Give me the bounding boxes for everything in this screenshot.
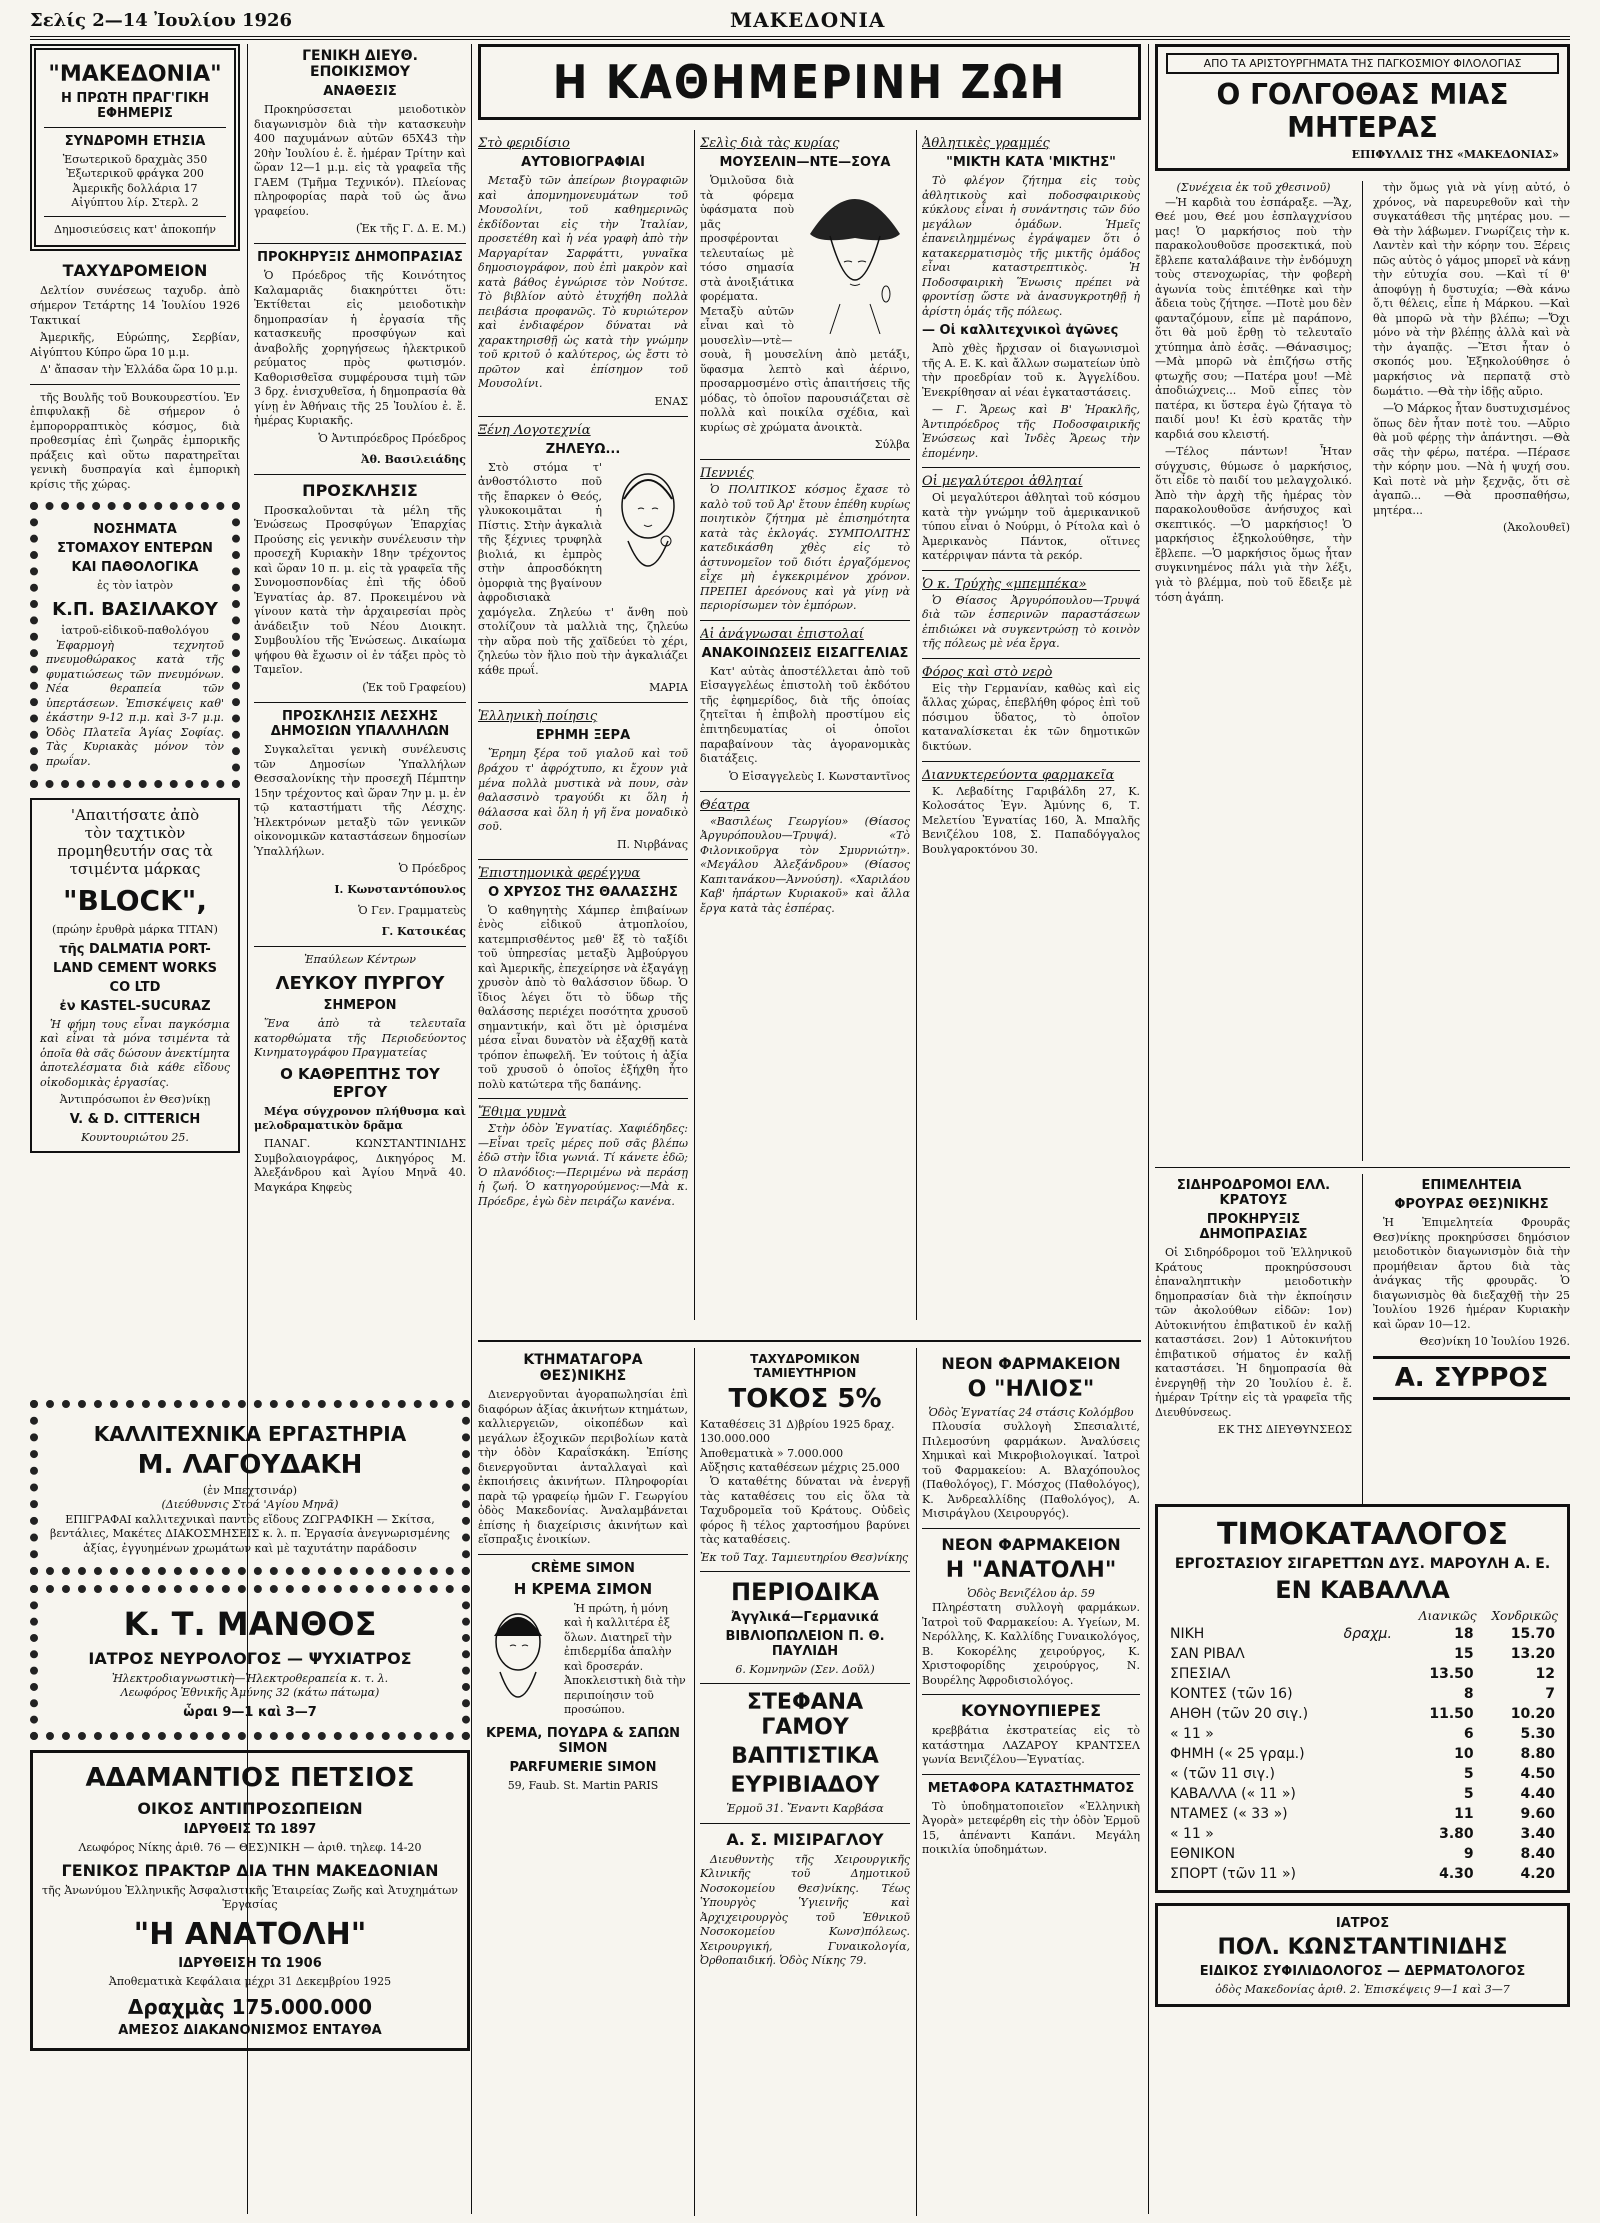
price-wholesale: 8.80	[1520, 1746, 1555, 1763]
doctor2-pre: ΙΑΤΡΟΣ	[1335, 1916, 1390, 1932]
a1-text: Μεταξὺ τῶν ἀπείρων βιογραφιῶν καὶ ἀπομνημονευμάτων τοῦ Μουσολίνι, τοῦ καθημερινῶς ἐκδίδονται εἰς τὴν Ἰταλίαν, προσετέθη καὶ ἡ νέα γραφὴ ἀπὸ τὴν Μαργαρίταν Σαρφάττι, γυναῖκα δημοσιογράφον, ποὺ ἐπὶ μακρὸν καὶ κατὰ βάθος ἐγνώρισε τὸν Νούτσε. Τὸ βιβλίον αὐτὸ ἐτυχήθη πολλὰ πειβάσια προφανῶς. Τὸ κυριώτερον καὶ ἐνδιαφέρον δύναται νὰ χαρακτηρισθῇ ὡς κατὰ τὴν γνώμην τοῦ κριτοῦ ὁ καλύτερος, ὡς ἔστι τὸ πρῶτον καὶ ἐπίσημον τοῦ Μουσολίνι.	[478, 174, 688, 391]
block-cement-ad	[30, 798, 240, 1152]
price-name: ΑΗΘΗ (τῶν 20 σιγ.)	[1170, 1706, 1309, 1723]
subscription-line: Ἀμερικῆς δολλάρια 17	[72, 181, 198, 195]
price-name: ΕΘΝΙΚΟΝ	[1170, 1846, 1236, 1863]
price-row	[1166, 1724, 1559, 1744]
petsios-agent: ΓΕΝΙΚΟΣ ΠΡΑΚΤΩΡ ΔΙΑ ΤΗΝ ΜΑΚΕΔΟΝΙΑΝ	[61, 1861, 439, 1881]
subscription-heading: ΣΥΝΔΡΟΜΗ ΕΤΗΣΙΑ	[64, 134, 206, 149]
c2-text: Ἀπὸ χθὲς ἤρχισαν οἱ διαγωνισμοὶ τῆς Α. Ε. Κ. καὶ ἄλλων σωματείων ὑπὸ τὴν προεδρίαν τοῦ κ. Ἀγγελίδου. Ἐνεκρίθησαν αἱ νέαι ἐγκαταστάσεις.	[922, 342, 1140, 399]
b3-kicker: Αἱ ἀνάγνωσαι ἐπιστολαί	[700, 626, 864, 642]
price-row	[1166, 1764, 1559, 1784]
lagoudaki-addr: (Διεύθυνσις Στοά 'Αγίου Μηνᾶ)	[161, 1498, 339, 1512]
cream-title-greek: Η ΚΡΕΜΑ ΣΙΜΟΝ	[513, 1579, 653, 1598]
fort-notice	[1373, 1174, 1570, 1504]
price-name: ΚΟΝΤΕΣ (τῶν 16)	[1170, 1686, 1293, 1703]
price-wholesale: 12	[1535, 1666, 1555, 1683]
b1-kicker: Σελὶς διὰ τὰς κυρίας	[700, 136, 840, 151]
price-unit: δραχμ.	[1343, 1626, 1392, 1643]
hat-fashion-illustration	[800, 174, 910, 334]
serial-text-3: τὴν ὅμως γιὰ νὰ γίνῃ αὐτό, ὁ χρόνος, νὰ παρευρεθοῦν καὶ τὴν συγκατάθεσι τῆς μητέρας μου. —Θὰ τὴν λάβωμεν. Γνωρίζεις τὴν κ. Λαντὲν καὶ τὴν κόρην του. Ξέρεις πῶς αὐτὸς ὁ γάμος μπορεῖ νὰ κάνῃ τὴν εὐτυχία σου. —Καὶ τί θ' ἀποφύγῃ ἡ δυστυχία; —Θὰ κάνω ὅ,τι θέλεις, εἶπε ἡ Μάρκου. —Καὶ θὰ μπορῶ νὰ τὴν βλέπω; —Ὄχι μόνο νὰ τὴν βλέπῃς ἀλλὰ καὶ νὰ τὴν ἀγαπᾷς. —Ἔτσι ἦταν ὁ σκοπός μου. Ἐξηκολούθησε ὁ μαρκήσιος νὰ περπατᾷ στὸ δωμάτιο. —Θὰ τὴν ἰδῇς αὔριο.	[1373, 181, 1570, 398]
intro-text: τῆς Βουλῆς τοῦ Βουκουρεστίου. Ἐν ἐπιφυλακῇ δὲ σήμερον ὁ ἐμπορορραπτικὸς κόσμος, διὰ προθεσμίας ἐπὶ ζωηρᾶς ἐμπορικῆς πράξεις καὶ οὕτω παρατηρεῖται γενικὴ δυσπραγία καὶ ἐμπορικὴ κρίσις τῆς χώρας.	[30, 390, 240, 491]
price-unit	[1340, 1724, 1407, 1744]
tam-title: ΤΑΧΥΔΡΟΜΙΚΟΝ ΤΑΜΙΕΥΤΗΡΙΟΝ	[750, 1352, 860, 1380]
civ-sig-name: Ι. Κωνσταντόπουλος	[334, 883, 466, 897]
simon-ad	[478, 1561, 688, 1793]
price-col-wholesale: Χονδρικῶς	[1491, 1609, 1558, 1624]
manthos-hours: ὧραι 9—1 καὶ 3—7	[183, 1704, 317, 1720]
price-row	[1166, 1664, 1559, 1684]
price-row	[1166, 1684, 1559, 1704]
lagoudaki-title: ΚΑΛΛΙΤΕΧΝΙΚΑ ΕΡΓΑΣΤΗΡΙΑ	[93, 1422, 407, 1446]
manthos-line: Ἠλεκτροδιαγνωστικὴ—Ἠλεκτροθεραπεία κ. τ. λ.	[111, 1672, 389, 1686]
price-retail: 6	[1463, 1726, 1474, 1743]
b4-kicker: Θέατρα	[700, 797, 751, 813]
lagoudaki-ad	[30, 1400, 470, 1575]
price-unit	[1340, 1644, 1407, 1664]
civ-title: ΠΡΟΣΚΛΗΣΙΣ ΛΕΣΧΗΣ ΔΗΜΟΣΙΩΝ ΥΠΑΛΛΗΛΩΝ	[270, 708, 450, 739]
proc-sig-name: Ἀθ. Βασιλειάδης	[361, 452, 466, 466]
price-row	[1166, 1644, 1559, 1664]
woman-cream-illustration	[478, 1602, 558, 1722]
serial-subnote: ΕΠΙΦΥΛΛΙΣ ΤΗΣ «ΜΑΚΕΔΟΝΙΑΣ»	[1351, 148, 1559, 161]
ktima-column	[478, 1348, 688, 2216]
petsios-capital: Δραχμὰς 175.000.000	[127, 1994, 373, 2019]
feature-column-b	[700, 130, 910, 1329]
tam-line: Καταθέσεις 31 Δ)βρίου 1925 δραχ. 130.000.000	[700, 1418, 895, 1446]
kounoupieres-text: κρεββάτια ἐκστρατείας εἰς τὸ κατάστημα ΛΑΖΑΡΟΥ ΚΡΑΝΤΣΕΛ γωνία Βενιζέλου—Ἐγνατίας.	[922, 1724, 1140, 1767]
price-retail: 9	[1463, 1846, 1474, 1863]
tam-text: Ὁ καταθέτης δύναται νὰ ἐνεργῇ τὰς καταθέσεις του εἰς ὅλα τὰ Ταχυδρομεῖα τοῦ Κράτους. Οὐδεὶς φόρος ἢ τέλος χαρτοσήμου βαρύνει τὰς καταθέσεις.	[700, 1475, 910, 1547]
notices-row	[1155, 1174, 1570, 1504]
b1-text: Ὁμιλοῦσα διὰ τὰ φόρεμα ὑφάσματα ποὺ μᾶς προσφέρονται τελευταίως μὲ τόσο σημασία στὰ ἀνοιξιάτικα φορέματα. Μεταξὺ αὐτῶν εἶναι καὶ τὸ μουσελὶν—ντὲ—σουὰ, ἢ μουσελίνη ἀπὸ μετάξι, ὕφασμα λεπτὸ καὶ ἀέρινο, προσαρμοσμένο στὶς ἀπαιτήσεις τῆς μόδας, τὸ ὁποῖον παρουσιάζεται σὲ πολλὰ καὶ ποικίλα σχέδια, καὶ κυρίως σὲ χρώματα ἀνοικτὰ.	[700, 174, 910, 434]
gen-sub: ΑΝΑΘΕΣΙΣ	[323, 84, 397, 99]
stefana-addr: Ἑρμοῦ 31. Ἔναντι Καρβάσα	[726, 1802, 884, 1816]
feature-section	[478, 44, 1141, 1329]
rail-notice	[1155, 1174, 1352, 1504]
tam-line: Αὔξησις καταθέσεων μέχρις 25.000	[700, 1460, 900, 1474]
misir-text: Διευθυντὴς τῆς Χειρουργικῆς Κλινικῆς τοῦ Δημοτικοῦ Νοσοκομείου Θεσ)νίκης. Τέως Ὑπουργὸς Ὑγιεινῆς καὶ Ἀρχιχειρουργὸς τοῦ Ἐθνικοῦ Νοσοκομείου Κωνσ)πόλεως. Χειρουργική, Γυναικολογία, Ὀρθοπαιδική. Ὁδὸς Νίκης 79.	[700, 1852, 910, 1968]
price-list-ad	[1155, 1504, 1570, 1893]
block-agent-addr: Κουντουριώτου 25.	[81, 1130, 189, 1144]
price-wholesale: 4.50	[1520, 1766, 1555, 1783]
price-wholesale: 8.40	[1520, 1846, 1555, 1863]
doctor2-addr: ὁδὸς Μακεδονίας ἀριθ. 2. Ἐπισκέψεις 9—1 καὶ 3—7	[1215, 1983, 1510, 1997]
c7-text: Κ. Λεβαδίτης Γαριβάλδη 27, Κ. Κολοσάτος Ἐγν. Ἀμύνης 6, Τ. Μελετίου Ἐγνατίας 160, Ἀ. Μπαλῆς Βενιζέλου 108, Σ. Παπαδόγγαλος Βουλγαροκτόνου 30.	[922, 784, 1140, 856]
pharm1-text: Πλουσία συλλογὴ Σπεσιαλιτέ, Πιλεμοσύνη φαρμάκων. Ἀναλύσεις Χημικαὶ καὶ Μικροβιολογικαί. Ἰατροὶ τοῦ Φαρμακείου: Α. Βλαχόπουλος (Παθολόγος), Γ. Μόσχος (Παθολόγος), Κ. Ἀνδρεαλλίδης (Παθολόγος), Α. Μισιράγλου (Χειρουργός).	[922, 1420, 1140, 1521]
serial-text-1: —Ἡ καρδιὰ του ἐσπάραξε. —Ἄχ, Θεέ μου, Θεέ μου ἐσπλαγχνίσου μας! Ὁ μαρκήσιος ποὺ τὴν παρακολουθοῦσε προσεκτικά, ποὺ ἔβλεπε καταλάβαινε τὴν ἐνδόμυχη τοὺς στενοχωρίας, τὴν φοβερὴ ἀγωνία τοὺς ἐπιτέθηκε καὶ τὴν ἄδεια τοὺς ζήτησε. —Ποτὲ μου δὲν φανταζόμουν, εἶπε μὲ παράπονο, ὅτι θὰ μοῦ ἔρθῃ τὸ τελευταῖο χτύπημα ἀπὸ ἐσᾶς. —Θάνασιμος; —Μὰ μπορῶ νὰ ἐπιζήσω στῆς φτωχῆς σου; —Πατέρα μου! —Μὲ ἀποδιώχνεις... Μοῦ εἶπες τὸν πατέρα, κι ὕστερα ἐγὼ ζήταγα τὸ παιδί μου! Κι ἐσὺ κρατᾶς τὴν καρδιά σου κλειστή.	[1155, 195, 1352, 441]
c1-kicker: Ἀθλητικὲς γραμμές	[922, 136, 1050, 151]
cream-footer: ΚΡΕΜΑ, ΠΟΥΔΡΑ & ΣΑΠΩΝ SIMON	[485, 1725, 681, 1756]
pharm2-addr: Ὁδὸς Βενιζέλου ἀρ. 59	[967, 1586, 1095, 1600]
tam-line: Ἀποθεματικὰ » 7.000.000	[700, 1446, 844, 1460]
c5-text: Ὁ Θίασος Ἀργυρόπουλου—Τρυψά διὰ τῶν ἑσπερινῶν παραστάσεων ἐπιδιώκει νὰ συγκεντρώσῃ τὸ κοινὸν τῆς πόλεως μὲ νέα ἔργα.	[922, 593, 1140, 651]
serial-text-4: —Ὁ Μάρκος ἦταν δυστυχισμένος ὅπως δὲν ἦταν ποτὲ του. —Αὔριο θὰ μοῦ φέρῃς τὴν ἀπάντησι. —Θὰ σᾶς τὴν φέρω, πατέρα. —Πέρασε τὴν κόρην μου. —Νὰ ἡ ψυχή σου. Καὶ ποτὲ νὰ μὴν ξεχνᾷς, ὅτι σὲ ἀγαπῶ... —Θὰ προσπαθήσω, μητέρα...	[1373, 402, 1570, 517]
c7-kicker: Διανυκτερεύοντα φαρμακεῖα	[922, 767, 1115, 783]
price-wholesale: 4.20	[1520, 1866, 1555, 1883]
subscription-box	[30, 44, 240, 251]
price-wholesale: 4.40	[1520, 1786, 1555, 1803]
civ-sig: Ὁ Γεν. Γραμματεὺς	[358, 904, 466, 918]
doctor-title-2: ΣΤΟΜΑΧΟΥ ΕΝΤΕΡΩΝ	[57, 541, 213, 557]
doctor-title-4: ἐς τὸν ἰατρὸν	[96, 579, 174, 593]
price-row	[1166, 1864, 1559, 1884]
price-row	[1166, 1624, 1559, 1644]
tower-text: Ἕνα ἀπὸ τὰ τελευταῖα κατορθώματα τῆς Περιοδεύοντος Κινηματογράφου Πραγματείας	[254, 1017, 466, 1060]
bottom-ads	[478, 1348, 1141, 2216]
doctor-role: ἰατροῦ-εἰδικοῦ-παθολόγου	[61, 624, 209, 638]
price-title: ΤΙΜΟΚΑΤΑΛΟΓΟΣ	[1217, 1517, 1508, 1553]
doctor-name: Κ.Π. ΒΑΣΙΛΑΚΟΥ	[52, 599, 218, 621]
serial-cont: (Συνέχεια ἐκ τοῦ χθεσινοῦ)	[1176, 181, 1331, 195]
block-agent: Ἀντιπρόσωποι ἐν Θεσ)νίκῃ	[59, 1093, 211, 1107]
a5-text: Στὴν ὁδὸν Ἐγνατίας. Χαφιέδηδες:—Εἶναι τρεῖς μέρες ποῦ σᾶς βλέπω ἐδῶ στὴν ἴδια γωνιά. Τί κάνετε ἐδῶ; Ὁ πλανόδιος:—Περιμένω νὰ περάσῃ ἡ ζωή. Ὁ κατηγορούμενος:—Μὰ κ. Πρόεδρε, ἐγὼ δὲν πειράζω κανένα.	[478, 1122, 688, 1208]
tower-pre: Ἐπαύλεων Κέντρων	[304, 953, 416, 967]
c4-kicker: Οἱ μεγαλύτεροι ἀθληταί	[922, 474, 1083, 490]
ktima-title: ΚΤΗΜΑΤΑΓΟΡΑ ΘΕΣ)ΝΙΚΗΣ	[523, 1352, 643, 1384]
manthos-role: ΙΑΤΡΟΣ ΝΕΥΡΟΛΟΓΟΣ — ΨΥΧΙΑΤΡΟΣ	[88, 1649, 412, 1669]
misir-name: Α. Σ. ΜΙΣΙΡΑΓΛΟΥ	[726, 1829, 884, 1849]
manthos-line: Λεωφόρος Ἐθνικῆς Ἀμύνης 32 (κάτω πάτωμα)	[120, 1686, 380, 1700]
serial-body	[1155, 181, 1570, 1161]
b2-text: Ὁ ΠΟΛΙΤΙΚΟΣ κόσμος ἔχασε τὸ καλὸ τοῦ τοῦ Ἀρ' ἔτουν ἐπέθη κυρίως ποιητικὸν ζήτημα μὲ ἐπισημότητα κατὰ τὰς ἐκλογάς. ΣΥΜΠΟΛΙΤΗΣ κατεδικάσθη χθὲς εἰς τὸ ἀστυνομεῖον τοῦ διότι ἐργαζόμενος εἶχε μὴ ἐγκεκριμένον χρόνον. ΠΡΕΠΕΙ ἀρεόνους καὶ γὰ γίνῃ νὰ περιορίσωμεν τὸν ἐμπόρων.	[700, 483, 910, 613]
price-row	[1166, 1824, 1559, 1844]
pharm1-title: ΝΕΟΝ ΦΑΡΜΑΚΕΙΟΝ	[941, 1354, 1121, 1373]
b2-kicker: Πεννιές	[700, 466, 754, 482]
price-retail: 5	[1463, 1766, 1474, 1783]
price-retail: 8	[1463, 1686, 1474, 1703]
pharm2-text: Πληρέστατη συλλογὴ φαρμάκων. Ἰατροὶ τοῦ Φαρμακείου: Α. Υγείων, Μ. Νερόλλης, Κ. Καλλίδης Γυναικολόγος, Β. Κοκορέλης χειρούργος, Κ. Χριστοφορίδης χειρούργος, Ν. Βουρέλης Ἀφροδισιολόγος.	[922, 1601, 1140, 1687]
proc-sig: Ὁ Ἀντιπρόεδρος Πρόεδρος	[318, 431, 466, 445]
post-line: Ἀμερικῆς, Εὐρώπης, Σερβίαν, Αἰγύπτου Κύπρο ὥρα 10 μ.μ.	[30, 331, 240, 359]
civ-sig-name: Γ. Κατσικέας	[381, 925, 466, 939]
serial-text-2: —Τέλος πάντων! Ἦταν σύγχυσις, θύμωσε ὁ μαρκήσιος, ὅτι εἶδε τὸ παιδί του μελαγχολικό. Ἀπὸ τὴν ἀρχὴ τῆς ἡμέρας τὸν παρακολουθοῦσε ἀνήσυχος καὶ σκεπτικός. —Ὁ μαρκήσιος! Ὁ μαρκήσιος ἐξηκολούθησε, τὴν ἔβλεπε. —Ὁ μαρκήσιος ὅμως ἦταν συγκινημένος πάλι γιὰ τὴν λέξι, γιὰ τὸ βλέμμα, ποὺ τοῦ ἔδειξε μὲ τόση ἀγάπη.	[1155, 445, 1352, 604]
tam-tokos: ΤΟΚΟΣ 5%	[728, 1384, 882, 1414]
cream-text: Ἡ πρώτη, ἡ μόνη καὶ ἡ καλλιτέρα ἐξ ὅλων. Διατηρεῖ τὴν ἐπιδερμίδα ἁπαλὴν καὶ δροσεράν. Ἀποκλειστικὴ διὰ τὴν περιποίησιν τοῦ προσώπου.	[564, 1601, 686, 1717]
a3-text: Ἔρημη ξέρα τοῦ γιαλοῦ καὶ τοῦ βράχου τ' ἀφρόχτυπο, κι ἔχουν γιὰ μένα πολλὰ μυστικὰ νὰ πουν, σὰν θαλασσινὸ τραγούδι κι ὅλη ἡ θάλασσα καὶ ὅλη ἡ γῆ ἕνα μοναδικὸ σοῦ.	[478, 747, 688, 834]
price-retail: 5	[1463, 1786, 1474, 1803]
c6-kicker: Φόρος καὶ στὸ νερὸ	[922, 664, 1053, 680]
price-retail: 11	[1454, 1806, 1474, 1823]
price-retail: 18	[1454, 1626, 1474, 1643]
block-company: τῆς DALMATIA PORT-	[59, 941, 211, 957]
a1-kicker: Στὸ φεριδίσιο	[478, 136, 570, 151]
doctor-title-3: ΚΑΙ ΠΑΘΟΛΟΓΙΚΑ	[71, 560, 199, 576]
petsios-house: ΟΙΚΟΣ ΑΝΤΙΠΡΟΣΩΠΕΙΩΝ	[137, 1798, 363, 1818]
gen-title: ΓΕΝΙΚΗ ΔΙΕΥΘ. ΕΠΟΙΚΙΣΜΟΥ	[302, 48, 418, 80]
stefana-sub: ΒΑΠΤΙΣΤΙΚΑ	[731, 1744, 879, 1770]
price-name: ΣΠΟΡΤ (τῶν 11 »)	[1170, 1866, 1297, 1883]
c4-text: Οἱ μεγαλύτεροι ἀθληταὶ τοῦ κόσμου κατὰ τὴν γνώμην τοῦ ἀμερικανικοῦ τύπου εἶναι ὁ Νούρμι, ὁ Ρίτολα καὶ ὁ Ἀμερικανὸς Πάντοκ, οἵτινες κατέρριψαν πάντα τὰ ρεκόρ.	[922, 491, 1140, 563]
block-line: τὸν ταχτικὸν προμηθευτήν σας τὰ	[57, 824, 213, 861]
cream-title: CRÈME SIMON	[531, 1560, 635, 1576]
syros-ad: Α. ΣΥΡΡΟΣ	[1373, 1356, 1570, 1400]
page-date: Σελίς 2—14 Ἰουλίου 1926	[30, 10, 293, 31]
subscription-line: Ἐξωτερικοῦ φράγκα 200	[66, 167, 204, 181]
serial-col-1	[1155, 181, 1352, 1161]
price-unit	[1340, 1744, 1407, 1764]
doctor2-name: ΠΟΛ. ΚΩΝΣΤΑΝΤΙΝΙΔΗΣ	[1217, 1935, 1508, 1961]
c1-title: "ΜΙΚΤΗ ΚΑΤΑ 'ΜΙΚΤΗΣ"	[946, 155, 1116, 170]
manthos-name: Κ. Τ. ΜΑΝΘΟΣ	[123, 1605, 377, 1644]
metafora-title: ΜΕΤΑΦΟΡΑ ΚΑΤΑΣΤΗΜΑΤΟΣ	[927, 1780, 1135, 1796]
price-unit	[1340, 1804, 1407, 1824]
price-wholesale: 15.70	[1510, 1626, 1555, 1643]
woman-portrait-illustration	[608, 461, 688, 591]
price-wholesale: 9.60	[1520, 1806, 1555, 1823]
price-retail: 13.50	[1429, 1666, 1474, 1683]
block-agent-name: V. & D. CITTERICH	[69, 1111, 201, 1127]
price-retail: 10	[1454, 1746, 1474, 1763]
subscription-title: "ΜΑΚΕΔΟΝΙΑ"	[48, 62, 222, 87]
gen-text: Προκηρύσσεται μειοδοτικὸν διαγωνισμὸν διὰ τὴν κατασκευὴν 400 παχυμάνων αὐτῶν 65Χ43 τὴν 20ὴν Ἰουλίου ἐ. ἔ. ἡμέραν Τρίτην καὶ ὥραν 12—1 μ.μ. εἰς τὰ γραφεῖα τῆς ΓΑΕΜ (Τμῆμα Τεχνικόν). Πλείονας πληροφορίας παρὰ τοῦ ὡς ἄνω γραφείου.	[254, 103, 466, 218]
lower-left-ads	[30, 1400, 470, 2215]
post-text: Δελτίον συνέσεως ταχυδρ. ἀπὸ σήμερον Τετάρτης 14 Ἰουλίου 1926 Τακτικαί	[30, 284, 240, 327]
rail-sig: ΕΚ ΤΗΣ ΔΙΕΥΘΥΝΣΕΩΣ	[1217, 1423, 1352, 1437]
rail-sub: ΠΡΟΚΗΡΥΞΙΣ ΔΗΜΟΠΡΑΣΙΑΣ	[1199, 1212, 1308, 1243]
block-sub: (πρώην ἐρυθρὰ μάρκα TITAN)	[52, 923, 218, 937]
block-body: Ἡ φήμη τους εἶναι παγκόσμια καὶ εἶναι τὰ μόνα τσιμέντα τὰ ὁποῖα θὰ σᾶς δώσουν ἀνεκτίμητα ἀποτελέσματα διὰ κάθε εἴδους οἰκοδομικὰς ἐργασίας.	[40, 1017, 230, 1089]
rail-title: ΣΙΔΗΡΟΔΡΟΜΟΙ ΕΛΛ. ΚΡΑΤΟΥΣ	[1176, 1178, 1331, 1209]
metafora-text: Τὸ ὑποδηματοποιεῖον «Ἑλληνικὴ Ἀγορὰ» μετεφέρθη εἰς τὴν ὁδὸν Ἑρμοῦ 15, ἀπέναντι Καπάνι. Μεγάλη ποικιλία ὑποδημάτων.	[922, 1799, 1140, 1857]
post-title: ΤΑΧΥΔΡΟΜΕΙΟΝ	[62, 261, 208, 281]
price-wholesale: 10.20	[1510, 1706, 1555, 1723]
a2-sig: ΜΑΡΙΑ	[649, 681, 688, 695]
price-unit	[1340, 1784, 1407, 1804]
block-place: ἐν KASTEL-SUCURAZ	[59, 998, 211, 1014]
price-unit	[1340, 1824, 1407, 1844]
fort-title: ΕΠΙΜΕΛΗΤΕΙΑ	[1421, 1178, 1522, 1194]
block-line: 'Απαιτήσατε ἀπὸ	[70, 806, 200, 825]
a3-sig: Π. Νιρβάνας	[616, 837, 688, 851]
price-retail: 3.80	[1439, 1826, 1474, 1843]
inv-text: Προσκαλοῦνται τὰ μέλη τῆς Ἑνώσεως Προσφύγων Ἐπαρχίας Προύσης εἰς γενικὴν συνέλευσιν τὴν προσεχῆ Κυριακὴν 18ην τρέχοντος καὶ ὥραν 10 π. μ. εἰς τὰ γραφεῖα τῆς Συνομοσπονδίας ἐπὶ τῆς ὁδοῦ Ἐγνατίας ἀρ. 87. Προκειμένου νὰ γίνουν κατὰ τὴν ἀρχαιρεσίαι πρὸς ἀνάδειξιν τοῦ Νέου Διοικητ. Συμβουλίου τῆς Ἑνώσεως. Δικαίωμα ψήφου θὰ ἔχωσιν οἱ ἐν τάξει πρὸς τὸ Ταμεῖον.	[254, 503, 466, 677]
price-name: ΝΙΚΗ	[1170, 1626, 1205, 1643]
petsios-ad	[30, 1750, 470, 2051]
pharm2-name: Η "ΑΝΑΤΟΛΗ"	[945, 1557, 1117, 1583]
newspaper-title: ΜΑΚΕΔΟΝΙΑ	[730, 8, 886, 32]
doctor2-role: ΕΙΔΙΚΟΣ ΣΥΦΙΛΙΔΟΛΟΓΟΣ — ΔΕΡΜΑΤΟΛΟΓΟΣ	[1199, 1964, 1526, 1980]
price-unit	[1340, 1684, 1407, 1704]
c5-kicker: Ὁ κ. Τρύχὴς «μπεμπέκα»	[922, 576, 1087, 592]
tower-film: Ο ΚΑΘΡΕΠΤΗΣ ΤΟΥ ΕΡΓΟΥ	[280, 1064, 440, 1101]
price-row	[1166, 1744, 1559, 1764]
civ-sig: Ὁ Πρόεδρος	[398, 862, 466, 876]
fort-text: Ἡ Ἐπιμελητεία Φρουρᾶς Θεσ)νίκης προκηρύσσει δημόσιον μειοδοτικὸν διαγωνισμὸν διὰ τὴν προμήθειαν ἄρτου διὰ τὰς ἀνάγκας τῆς φρουρᾶς. Ὁ διαγωνισμὸς θὰ διεξαχθῇ τὴν 25 Ἰουλίου 1926 ἡμέραν Κυριακὴν καὶ ὥραν 10—12.	[1373, 1216, 1570, 1331]
price-sub-2: ΕΝ ΚΑΒΑΛΛΑ	[1275, 1576, 1450, 1605]
b4-text: «Βασιλέως Γεωργίου» (Θίασος Ἀργυρόπουλου—Τρυψά). «Τὸ Φιλονικοῦργα τὸν Σμυρνιώτη». «Μεγάλου Ἀλεξάνδρου» (Θίασος Καπιτανάκου—Ἀννούση). «Χαριλάου Καβ' ἠπάρτων Κυριακοῦ» καὶ ἄλλα ἔργα κατὰ τὰς ἑσπέρας.	[700, 814, 910, 915]
tower-sig: ΠΑΝΑΓ. ΚΩΝΣΤΑΝΤΙΝΙΔΗΣ Συμβολαιογράφος, Δικηγόρος Μ. Ἀλεξάνδρου καὶ Ἁγίου Μηνᾶ 40. Μαγκάρα Κηφεὺς	[254, 1136, 466, 1194]
subscription-subtitle: Η ΠΡΩΤΗ ΠΡΑΓ'ΓΙΚΗ ΕΦΗΜΕΡΙΣ	[61, 91, 209, 121]
price-row	[1166, 1844, 1559, 1864]
column-2	[254, 44, 466, 1384]
price-wholesale: 7	[1545, 1686, 1555, 1703]
a2-text: Στὸ στόμα τ' ἀνθοστόλιστο ποῦ τῆς ἔπαρκεν ὁ Θεός, γλυκοκοιμᾶται ἡ Πίστις. Στὴν ἀγκαλιὰ τῆς ξέχνιες τρυφηλὰ βιολιά, κι ἐμπρὸς στὴν ἀπροσδόκητη ὀμορφιὰ της βγαίνουν ἀφροδισιακὰ χαμόγελα. Ζηλεύω τ' ἄνθη ποὺ στολίζουν τὰ μαλλιὰ της, ζηλεύω τὴν αὔρα ποὺ τῆς χαϊδεύει τὸ χέρι, ζηλεύω τὸν ἥλιο ποὺ τὴν ἀγκαλιάζει κάθε πρωΐ.	[478, 460, 688, 677]
doctor2-ad	[1155, 1903, 1570, 2006]
post-line: Δ' ἄπασαν τὴν Ἑλλάδα ὥρα 10 μ.μ.	[40, 363, 238, 377]
serial-title: Ο ΓΟΛΓΟΘΑΣ ΜΙΑΣ ΜΗΤΕΡΑΣ	[1216, 78, 1509, 144]
doctor-ad	[30, 502, 240, 788]
price-retail: 11.50	[1429, 1706, 1474, 1723]
price-name: « (τῶν 11 σιγ.)	[1170, 1766, 1275, 1783]
period-addr: 6. Κομνηνῶν (Σεν. Δοῦλ)	[735, 1663, 875, 1677]
period-sub: Ἀγγλικά—Γερμανικά	[731, 1610, 879, 1626]
cream-addr: 59, Faub. St. Martin PARIS	[507, 1778, 659, 1792]
price-retail: 4.30	[1439, 1866, 1474, 1883]
column-7	[1155, 44, 1570, 2219]
price-table	[1166, 1608, 1559, 1884]
subscription-line: Αἰγύπτου λίρ. Στερλ. 2	[71, 195, 199, 209]
stefana-name: ΕΥΡΙΒΙΑΔΟΥ	[730, 1773, 880, 1799]
proc-text: Ὁ Πρόεδρος τῆς Κοινότητος Καλαμαριᾶς διακηρύττει ὅτι: Ἐκτίθεται εἰς μειοδοτικὴν δημοπρασίαν ἡ ἐργασία τῆς κατασκευῆς προσφύγων καὶ ἀναβολῆς χορηγήσεως ἠλεκτρικοῦ ρεύματος πρὸς φωτισμόν. Καθορισθεῖσα συμφέρουσα τιμὴ τῶν 3 δρχ. ἐνισχυθεῖσα, ἡ δημοπρασία θὰ γίνῃ ἐν Ἀθήναις τῆς 25 Ἰουλίου ἐ. ἔ. ἡμέρας Κυριακῆς.	[254, 269, 466, 428]
c3-text: — Γ. Ἄρεως καὶ Β' Ἡρακλῆς, Ἀντιπρόεδρος τῆς Ποδοσφαιρικῆς Ἑνώσεως καὶ Ἰνδὲς Ἄρεως τὴν ἑπομένην.	[922, 403, 1140, 460]
c6-text: Εἰς τὴν Γερμανίαν, καθὼς καὶ εἰς ἄλλας χώρας, ἐπεβλήθη φόρος ἐπὶ τοῦ πόσιμου ὕδατος, τὸ ὁποῖον καταναλίσκεται ἐκ τῶν δημοτικῶν δικτύων.	[922, 681, 1140, 753]
price-wholesale: 13.20	[1510, 1646, 1555, 1663]
price-row	[1166, 1704, 1559, 1724]
b3-text: Κατ' αὐτὰς ἀποστέλλεται ἀπὸ τοῦ Εἰσαγγελέως ἐπιστολὴ τοῦ ἐκδότου τῆς ἐφημερίδος, διὰ τῆς ὁποίας ζητεῖται ἡ ἐπιβολὴ προστίμου εἰς ἐπιτηδευματίας οἱ ὁποῖοι παραβαίνουν τὰς ἀγορανομικὰς διατάξεις.	[700, 664, 910, 766]
feature-banner: Η ΚΑΘΗΜΕΡΙΝΗ ΖΩΗ	[478, 44, 1141, 120]
subscription-line: Ἐσωτερικοῦ δραχμὰς 350	[62, 153, 208, 166]
serial-header-note: ΑΠΟ ΤΑ ΑΡΙΣΤΟΥΡΓΗΜΑΤΑ ΤΗΣ ΠΑΓΚΟΣΜΙΟΥ ΦΙΛΟΛΟΓΙΑΣ	[1166, 53, 1559, 74]
price-unit	[1340, 1664, 1407, 1684]
a2-kicker: Ξένη Λογοτεχνία	[478, 422, 591, 438]
price-name: ΣΠΕΣΙΑΛ	[1170, 1666, 1231, 1683]
b1-sig: Σύλβα	[874, 438, 910, 452]
feature-column-a	[478, 130, 688, 1329]
feature-column-c	[922, 130, 1140, 1329]
price-name: « 11 »	[1170, 1726, 1214, 1743]
proc-title: ΠΡΟΚΗΡΥΞΙΣ ΔΗΜΟΠΡΑΣΙΑΣ	[257, 250, 463, 266]
inv-sig: (Ἐκ τοῦ Γραφείου)	[362, 680, 466, 694]
serial-header	[1155, 44, 1570, 171]
a3-kicker: Ἑλληνικὴ ποίησις	[478, 709, 598, 725]
period-title: ΠΕΡΙΟΔΙΚΑ	[730, 1578, 880, 1607]
price-unit	[1340, 1764, 1407, 1784]
petsios-addr: Λεωφόρος Νίκης ἀριθ. 76 — ΘΕΣ)ΝΙΚΗ — ἀριθ. τηλεφ. 14-20	[78, 1840, 422, 1854]
serial-col-2	[1373, 181, 1570, 1161]
lagoudaki-text: ΕΠΙΓΡΑΦΑΙ καλλιτεχνικαὶ παντὸς εἴδους ΖΩΓΡΑΦΙΚΗ — Σκίτσα, βεντάλιες, Μακέτες ΔΙΑΚΟΣΜΗΣΕΙΣ κ. λ. π. Ἐργασία ἀνεγνωρισμένης ἀξίας, ἐγγυημένων χρωμάτων καὶ μὲ ταχυτάτην παράδοσιν	[50, 1512, 450, 1555]
doctor-text: Ἐφαρμογὴ τεχνητοῦ πνευμοθώρακος κατὰ τῆς φυματιώσεως τῶν πνευμόνων. Νέα θεραπεία τῶν ὑπερτάσεων. Ἐπισκέψεις καθ' ἑκάστην 9-12 π.μ. καὶ 3-7 μ.μ. Ὁδὸς Πλατεῖα Ἁγίας Σοφίας. Τὰς Κυριακὰς μόνον τὸν πρωΐαν.	[46, 638, 224, 768]
b3-sig: Ὁ Εἰσαγγελεὺς Ι. Κωνσταντῖνος	[729, 769, 910, 783]
c2-title: — Οἱ καλλιτεχνικοὶ ἀγῶνες	[922, 323, 1119, 339]
petsios-name: ΑΔΑΜΑΝΤΙΟΣ ΠΕΤΣΙΟΣ	[85, 1762, 415, 1793]
post-office	[30, 261, 240, 377]
a3-title: ΕΡΗΜΗ ΞΕΡΑ	[535, 728, 631, 744]
tower-title: ΛΕΥΚΟΥ ΠΥΡΓΟΥ	[275, 973, 445, 995]
a4-kicker: Ἐπιστημονικὰ φερέγγυα	[478, 865, 641, 881]
a1-title: ΑΥΤΟΒΙΟΓΡΑΦΙΑΙ	[521, 155, 645, 170]
price-retail: 15	[1454, 1646, 1474, 1663]
tower-desc: Μέγα σύγχρονον πλήθυσμα καὶ μελοδραματικὸν δρᾶμα	[254, 1104, 466, 1133]
gen-sig: (Ἐκ τῆς Γ. Δ. Ε. Μ.)	[355, 222, 466, 236]
subscription-footer: Δημοσιεύσεις κατ' ἀποκοπήν	[54, 223, 216, 237]
pharm1-name: Ο "ΗΛΙΟΣ"	[967, 1377, 1095, 1402]
cream-footer-2: PARFUMERIE SIMON	[509, 1759, 657, 1775]
inv-title: ΠΡΟΣΚΛΗΣΙΣ	[302, 480, 418, 500]
price-col-retail: Λιανικῶς	[1418, 1609, 1477, 1624]
a1-sig: ΕΝΑΣ	[654, 394, 688, 408]
a4-title: Ο ΧΡΥΣΟΣ ΤΗΣ ΘΑΛΑΣΣΗΣ	[488, 884, 678, 900]
lagoudaki-name: Μ. ΛΑΓΟΥΔΑΚΗ	[137, 1450, 363, 1480]
b3-title: ΑΝΑΚΟΙΝΩΣΕΙΣ ΕΙΣΑΓΓΕΛΙΑΣ	[701, 645, 909, 661]
civ-text: Συγκαλεῖται γενικὴ συνέλευσις τῶν Δημοσίων Ὑπαλλήλων Θεσσαλονίκης τὴν προσεχῆ Πέμπτην 15ην τρέχοντος καὶ ὥραν 7ην μ. μ. ἐν τῷ καταστήματι τῆς Λέσχης. Ἠλεκτρόνων μεταξὺ τῶν γενικῶν οἰκονομικῶν καταστάσεων δημοσίων Ὑπαλλήλων.	[254, 742, 466, 858]
pharm2-title: ΝΕΟΝ ΦΑΡΜΑΚΕΙΟΝ	[941, 1534, 1121, 1554]
masthead	[30, 6, 1570, 40]
petsios-founded-2: ΙΔΡΥΘΕΙΣΗ ΤΩ 1906	[178, 1955, 322, 1971]
pharmacy-column	[922, 1348, 1140, 2216]
block-line: τσιμέντα μάρκας	[69, 860, 201, 879]
petsios-footer: ΑΜΕΣΟΣ ΔΙΑΚΑΝΟΝΙΣΜΟΣ ΕΝΤΑΥΘΑ	[118, 2022, 382, 2038]
pharm1-addr: Ὁδὸς Ἐγνατίας 24 στάσις Κολόμβου	[928, 1406, 1134, 1419]
period-shop: ΒΙΒΛΙΟΠΩΛΕΙΟΝ Π. Θ. ΠΑΥΛΙΔΗ	[725, 1629, 885, 1660]
doctor-title-1: ΝΟΣΗΜΑΤΑ	[93, 522, 177, 538]
a2-title: ΖΗΛΕΥΩ...	[545, 441, 621, 457]
price-sub: ΕΡΓΟΣΤΑΣΙΟΥ ΣΙΓΑΡΕΤΤΩΝ ΔΥΣ. ΜΑΡΟΥΛΗ Α. Ε.	[1174, 1556, 1551, 1573]
fort-sub: ΦΡΟΥΡΑΣ ΘΕΣ)ΝΙΚΗΣ	[1394, 1197, 1549, 1213]
rail-text: Οἱ Σιδηρόδρομοι τοῦ Ἑλληνικοῦ Κράτους προκηρύσσουσι ἐπαναληπτικὴν μειοδοτικὴν δημοπρασίαν διὰ τὴν ἐκποίησιν τῶν ἀκολούθων εἰδῶν: 1ον) Αὐτοκινήτου ἐπιβατικοῦ ἐν καλῇ καταστάσει. 2ον) 1 Αὐτοκινήτου ἐπιβατικοῦ σήματος ἐν καλῇ καταστάσει. Ἡ δημοπρασία θὰ ἐνεργηθῇ τὴν 20 Ἰουλίου ἐ. ἔ. ἡμέραν Τρίτην εἰς τὰ γραφεῖα τῆς Διευθύνσεως.	[1155, 1246, 1352, 1419]
petsios-founded: ΙΔΡΥΘΕΙΣ ΤΩ 1897	[183, 1821, 317, 1837]
petsios-company: "Η ΑΝΑΤΟΛΗ"	[133, 1916, 367, 1952]
price-unit	[1340, 1844, 1407, 1864]
stefana-title: ΣΤΕΦΑΝΑ ΓΑΜΟΥ	[746, 1690, 864, 1741]
c1-text: Τὸ φλέγον ζήτημα εἰς τοὺς ἀθλητικοὺς καὶ ποδοσφαιρικοὺς κύκλους εἶναι ἡ συνάντησις τῶν δύο μεγάλων ὁμάδων. Ἡμεῖς ἐπανειλημμένως ἐγράψαμεν ὅτι ὁ κατακερματισμὸς τῆς μικτῆς ὁμάδος εἶναι καταστρεπτικὸς. Ἡ Ποδοσφαιρικὴ Ἕνωσις πρέπει νὰ φροντίσῃ ὥστε νὰ ἀνασυγκροτηθῇ ἡ ἀρίστη ὁμάς τῆς πόλεως.	[922, 174, 1140, 318]
a5-kicker: Ἔθιμα γυμνὰ	[478, 1105, 567, 1121]
price-row	[1166, 1784, 1559, 1804]
serial-sig: (Ἀκολουθεῖ)	[1503, 521, 1570, 535]
ktima-text: Διενεργοῦνται ἀγοραπωλησίαι ἐπὶ διαφόρων ἀξίας ἀκινήτων κτημάτων, καλλιεργειῶν, οἰκοπέδων καὶ μεγάλων ἐξοχικῶν περιβολίων κατὰ τὴν ὁδὸν Καραΐσκάκη. Ἐπίσης διενεργοῦνται ἀνταλλαγαὶ καὶ ἐκποιήσεις ἀκινήτων. Πληροφορίαι παρὰ τῷ γραφείῳ ἡμῶν Γ. Γεωργίου ὁδὸς Μακεδονίας. Ἀναλαμβάνεται ἐπίσης ἡ διαχείρισις ἀκινήτων καὶ εἴσπραξις ἐνοικίων.	[478, 1388, 688, 1547]
price-unit	[1340, 1704, 1407, 1724]
tower-today: ΣΗΜΕΡΟΝ	[323, 998, 397, 1014]
price-wholesale: 5.30	[1520, 1726, 1555, 1743]
price-wholesale: 3.40	[1520, 1826, 1555, 1843]
fort-sig: Θεσ)νίκη 10 Ἰουλίου 1926.	[1419, 1335, 1570, 1349]
lagoudaki-tag: (ἐν Μπεχτσινάρ)	[202, 1484, 297, 1497]
price-name: « 11 »	[1170, 1826, 1214, 1843]
b1-title: ΜΟΥΣΕΛΙΝ—ΝΤΕ—ΣΟΥΑ	[719, 155, 891, 170]
price-unit	[1340, 1864, 1407, 1884]
petsios-of: τῆς Ἀνωνύμου Ἑλληνικῆς Ἀσφαλιστικῆς Ἑταιρείας Ζωῆς καὶ Ἀτυχημάτων Ἑργασίας	[42, 1884, 458, 1912]
price-row	[1166, 1804, 1559, 1824]
petsios-capital-label: Ἀποθεματικὰ Κεφάλαια μέχρι 31 Δεκεμβρίου 1925	[108, 1974, 392, 1988]
tamieftirion-column	[700, 1348, 910, 2216]
block-brand: "BLOCK",	[62, 884, 208, 918]
manthos-ad	[30, 1585, 470, 1740]
price-name: ΝΤΑΜΕΣ (« 33 »)	[1170, 1806, 1288, 1823]
price-name: ΚΑΒΑΛΛΑ (« 11 »)	[1170, 1786, 1296, 1803]
block-company: CO LTD	[109, 979, 161, 995]
kounoupieres-title: ΚΟΥΝΟΥΠΙΕΡΕΣ	[960, 1701, 1102, 1721]
price-name: ΣΑΝ ΡΙΒΑΛ	[1170, 1646, 1245, 1663]
price-name: ΦΗΜΗ (« 25 γραμ.)	[1170, 1746, 1305, 1763]
a4-text: Ὁ καθηγητὴς Χάμπερ ἐπιβαίνων ἐνὸς εἰδικοῦ ἀτμοπλοίου, κατεμπρισθέντος μεθ' ἔξ τὸ ταξίδι τοῦ ὑπηρεσίας μεταξὺ Ἀμβούργου καὶ Ἀμερικῆς, ἐπεχείρησε νὰ ἐξαγάγῃ χρυσὸν ἀπὸ τὸ θαλάσσιον ὕδωρ. Ὁ ἴδιος λέγει ὅτι τὸ ὕδωρ τῆς θαλάσσης περιέχει ποσότητα χρυσοῦ σημαντικήν, καὶ ὅτι μὲ ὁρισμένα μέσα εἶναι δυνατὸν νὰ ἐξαχθῇ κατὰ τρόπον ἐπωφελῆ. Ἐν τούτοις ἡ ἀξία τοῦ χρυσοῦ ὁ ὁποῖος ἐξήχθη ἦτο πολὺ κατώτερα τῆς δαπάνης.	[478, 903, 688, 1091]
tam-footer: Ἐκ τοῦ Ταχ. Ταμιευτηρίου Θεσ)νίκης	[700, 1550, 909, 1564]
block-company: LAND CEMENT WORKS	[53, 960, 217, 976]
